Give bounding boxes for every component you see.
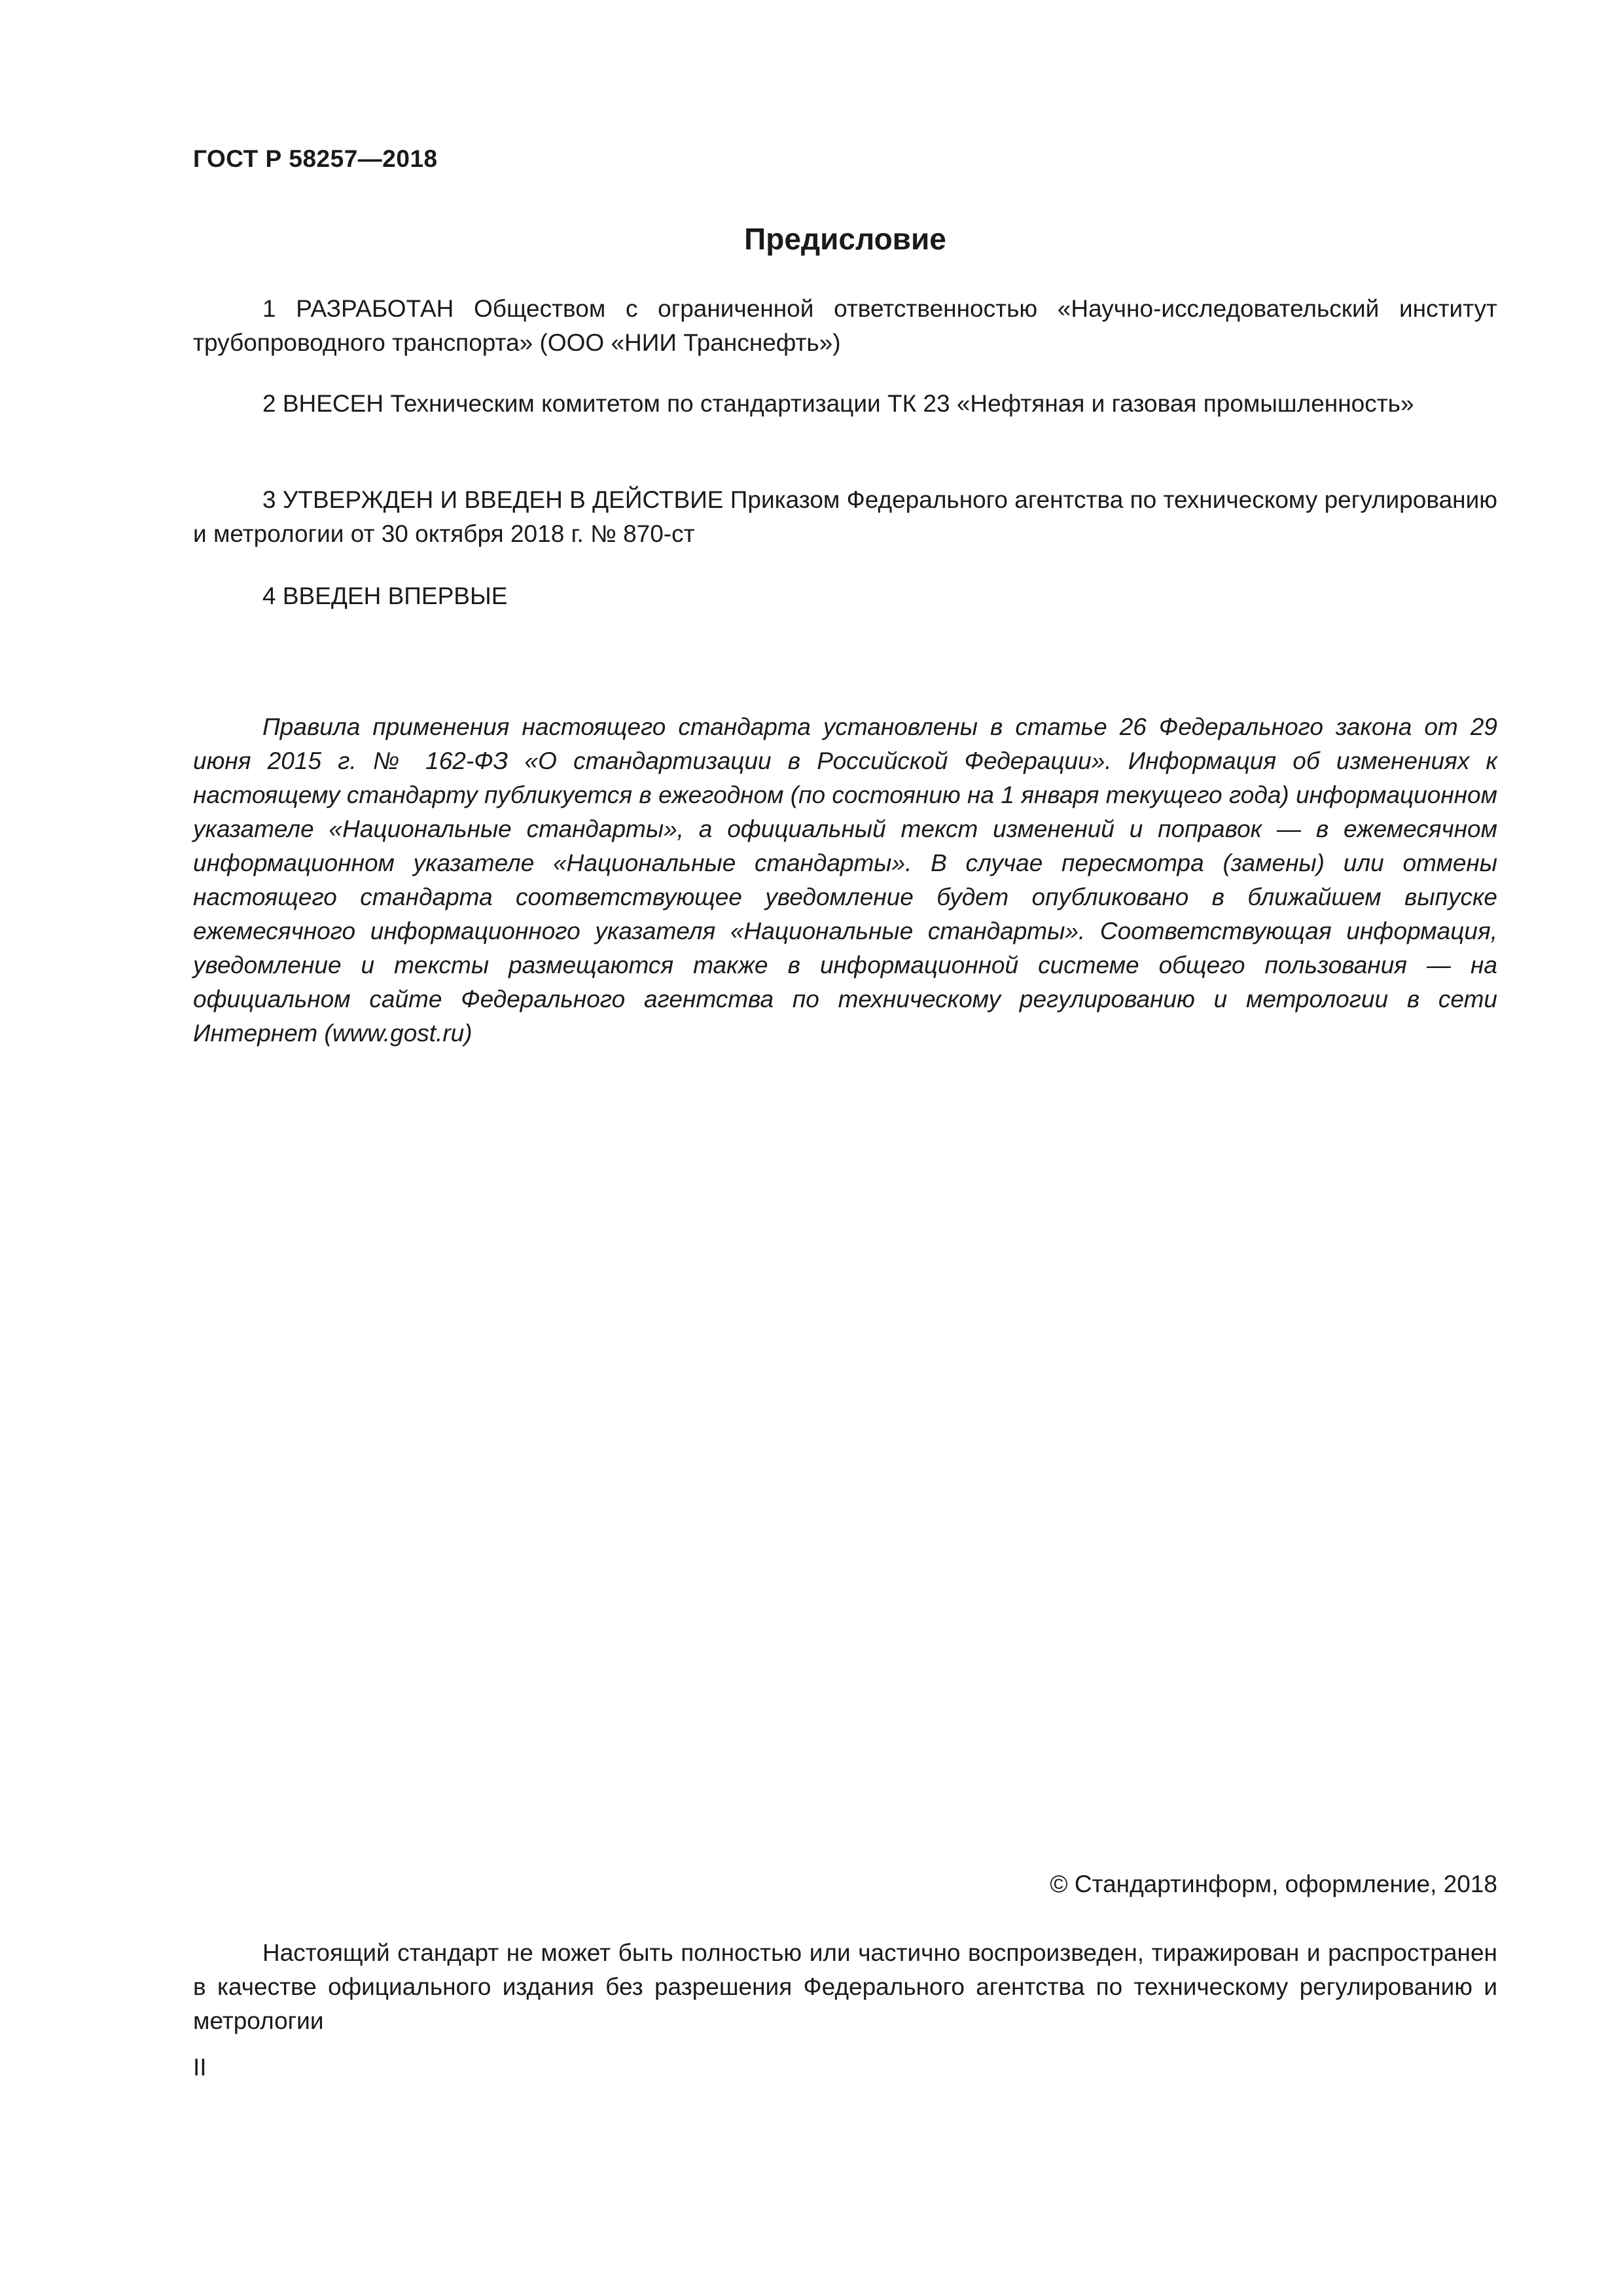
foreword-item-developed: 1 РАЗРАБОТАН Обществом с ограниченной ответственностью «Научно-исследовательский институт трубопроводного транспорта» (ООО «НИИ Транснефть») bbox=[193, 295, 1497, 356]
foreword-item-approved: 3 УТВЕРЖДЕН И ВВЕДЕН В ДЕЙСТВИЕ Приказом Федерального агентства по техническому регулированию и метрологии от 30 октября 2018 г. № 870-ст bbox=[193, 486, 1497, 547]
reproduction-rights-notice: Настоящий стандарт не может быть полностью или частично воспроизведен, тиражирован и распространен в качестве официального издания без разрешения Федерального агентства по техническому регулированию и метрологии bbox=[193, 1939, 1497, 2034]
section-title: Предисловие bbox=[744, 222, 946, 256]
foreword-item-introduced: 4 ВВЕДЕН ВПЕРВЫЕ bbox=[262, 583, 508, 609]
copyright-line: © Стандартинформ, оформление, 2018 bbox=[1050, 1871, 1497, 1897]
application-rules-notice: Правила применения настоящего стандарта установлены в статье 26 Федерального закона от 29 июня 2015 г. № 162-ФЗ «О стандартизации в Российской Федерации». Информация об изменениях к настоящему стандарту публикуется в ежегодном (по состоянию на 1 января текущего года) информационном указателе «Национальные стандарты», а официальный текст изменений и поправок — в ежемесячном информационном указателе «Национальные стандарты». В случае пересмотра (замены) или отмены настоящего стандарта соответствующее уведомление будет опубликовано в ближайшем выпуске ежемесячного информационного указателя «Национальные стандарты». Соответствующая информация, уведомление и тексты размещаются также в информационной системе общего пользования — на официальном сайте Федерального агентства по техническому регулированию и метрологии в сети Интернет (www.gost.ru) bbox=[193, 713, 1497, 1047]
foreword-item-submitted: 2 ВНЕСЕН Техническим комитетом по стандартизации ТК 23 «Нефтяная и газовая промышленность» bbox=[262, 390, 1414, 417]
page-number: II bbox=[193, 2054, 207, 2081]
document-code: ГОСТ Р 58257—2018 bbox=[193, 145, 438, 172]
